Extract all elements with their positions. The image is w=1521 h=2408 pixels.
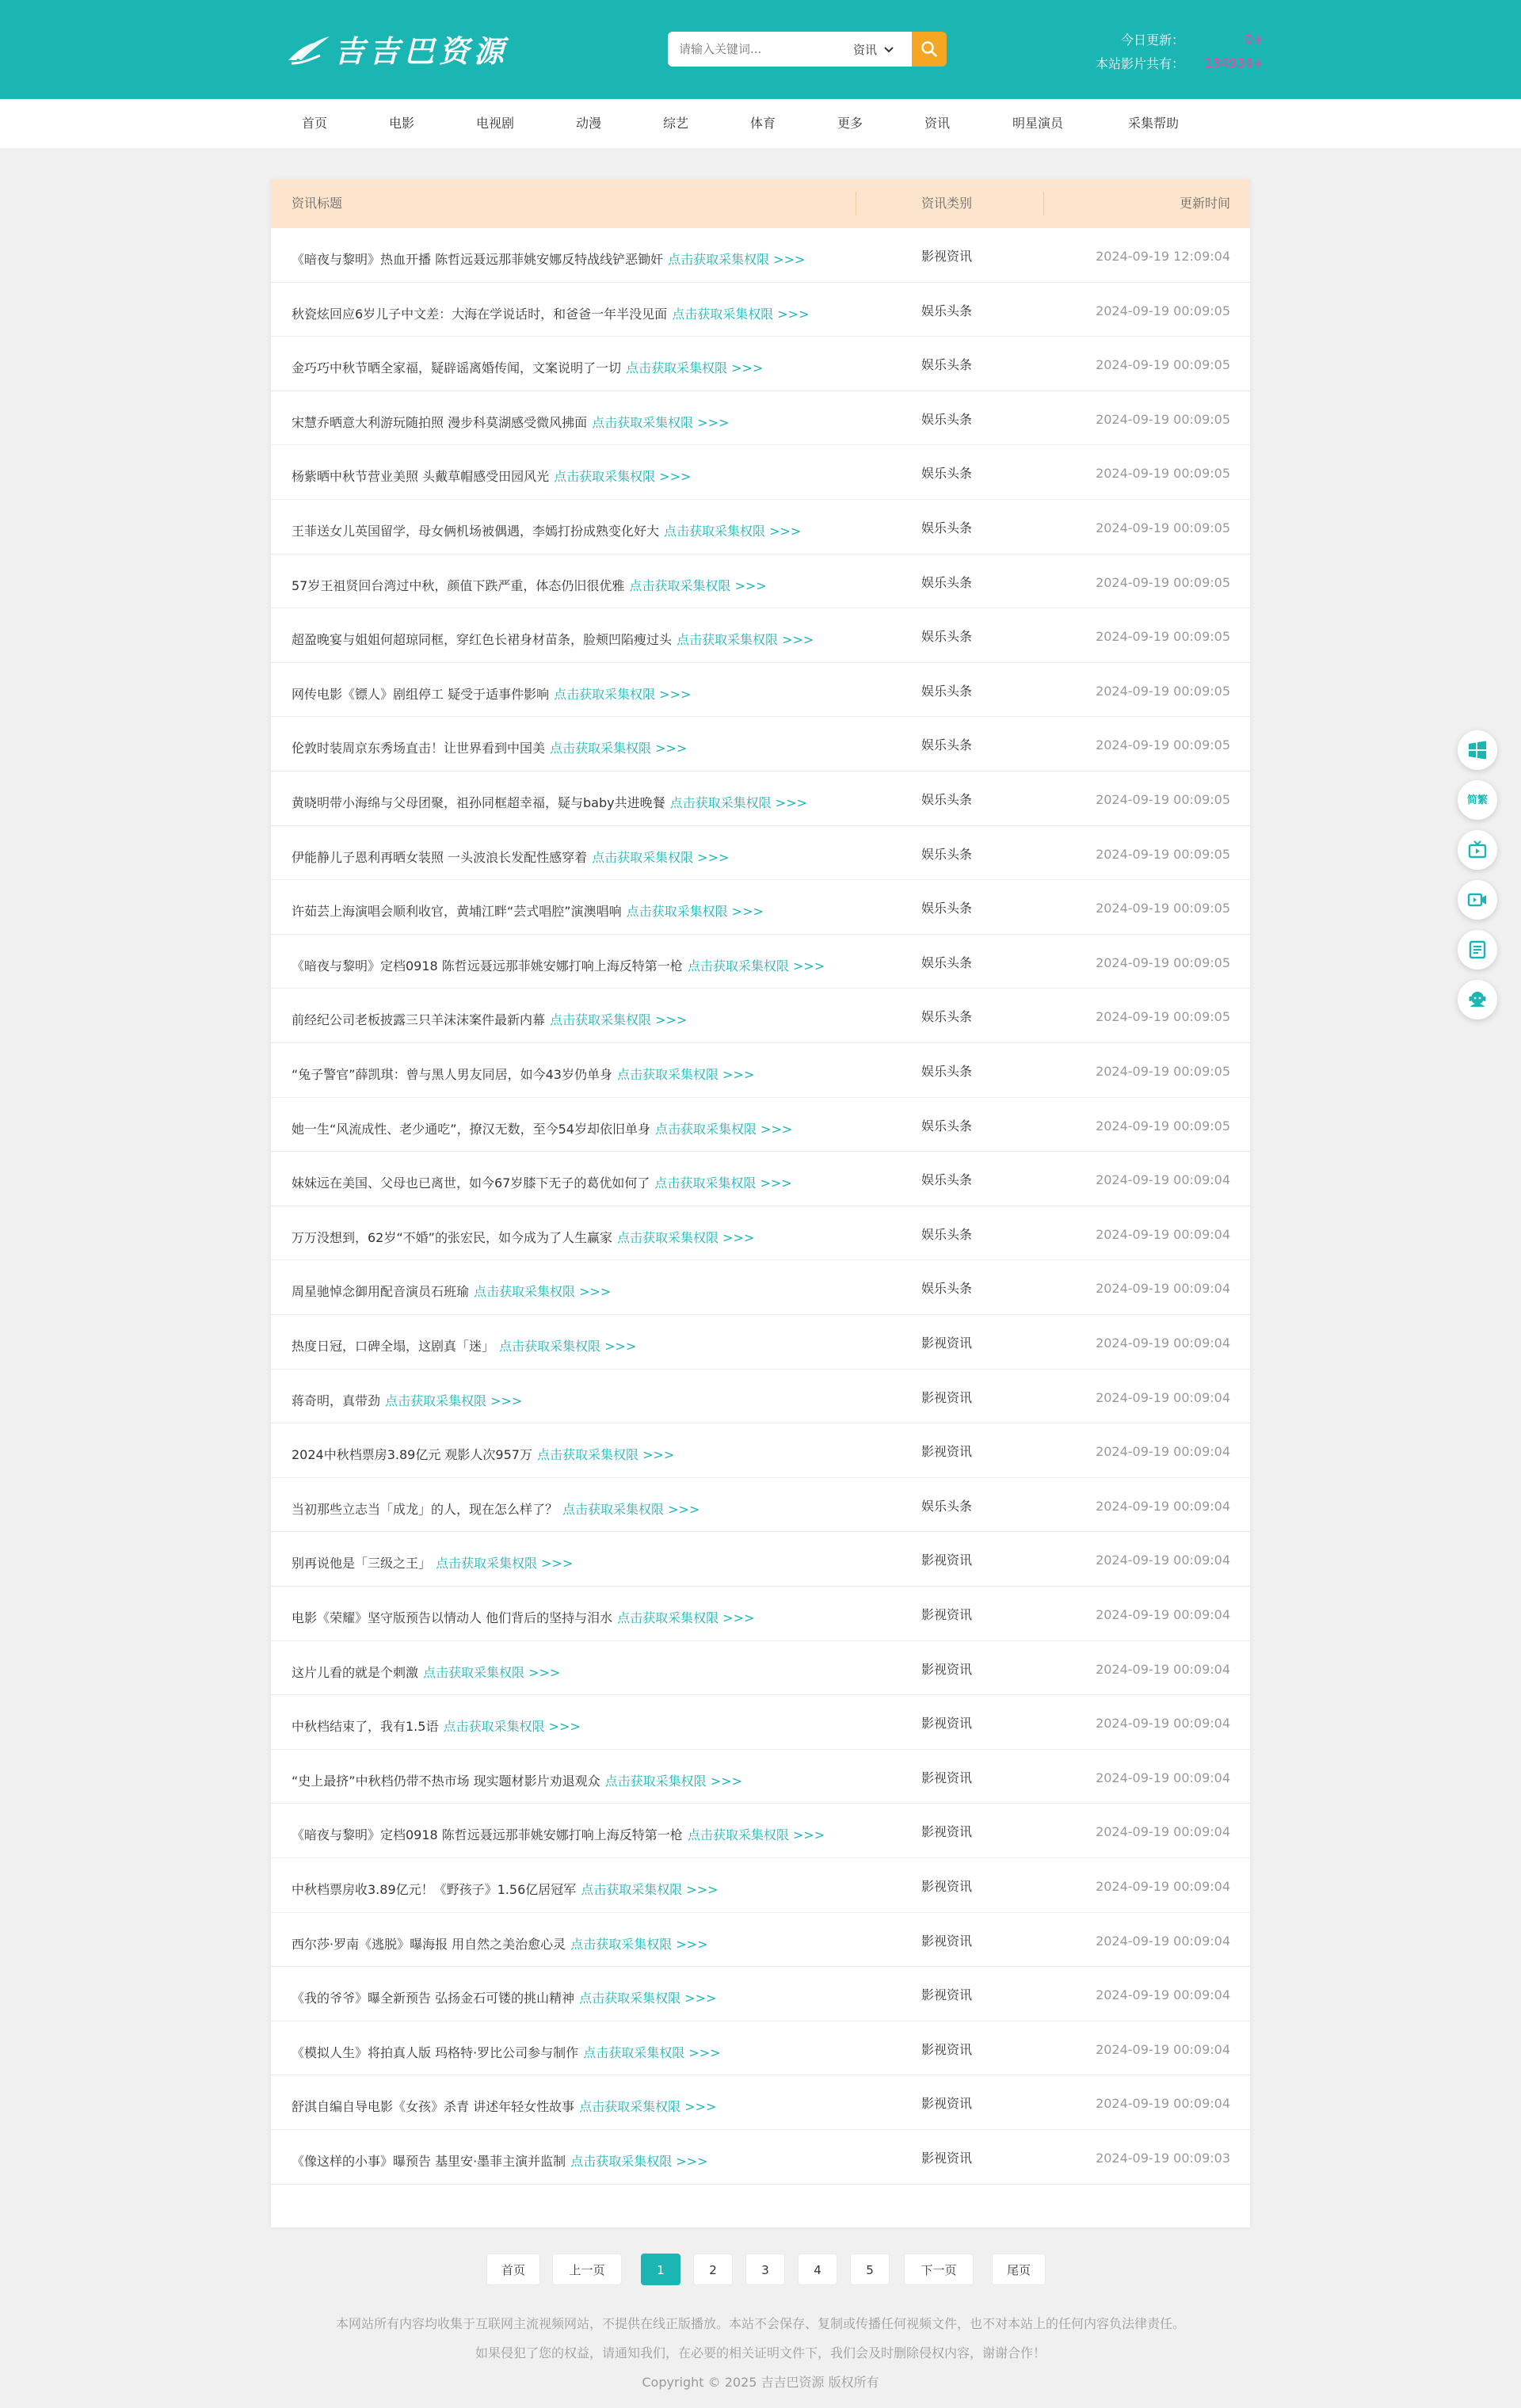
permission-link[interactable]: 点击获取采集权限 >>> xyxy=(536,1447,675,1463)
table-row[interactable] xyxy=(271,1804,1250,1858)
permission-link[interactable]: 点击获取采集权限 >>> xyxy=(629,577,767,593)
permission-link[interactable]: 点击获取采集权限 >>> xyxy=(583,2044,721,2060)
news-title[interactable] xyxy=(292,1226,846,1250)
news-title-text[interactable]: 当初那些立志当「成龙」的人，现在怎么样了？ xyxy=(292,1501,558,1517)
page-next-button[interactable]: 下一页 xyxy=(904,2254,974,2285)
news-title-text[interactable]: 《我的爷爷》曝全新预告 弘扬金石可镂的挑山精神 xyxy=(292,1991,575,2006)
table-row[interactable] xyxy=(271,445,1250,500)
news-time: 2024-09-19 00:09:04 xyxy=(1096,1824,1230,1840)
page-prev-button[interactable]: 上一页 xyxy=(552,2254,622,2285)
document-button[interactable] xyxy=(1458,930,1497,970)
news-time: 2024-09-19 00:09:05 xyxy=(1096,411,1230,427)
tv-icon xyxy=(1467,840,1488,860)
news-title[interactable] xyxy=(292,1606,846,1630)
news-title[interactable] xyxy=(292,2095,846,2119)
news-category: 娱乐头条 xyxy=(921,1226,973,1242)
permission-link[interactable]: 点击获取采集权限 >>> xyxy=(604,1773,742,1789)
news-category: 影视资讯 xyxy=(921,1933,973,1949)
news-category: 影视资讯 xyxy=(921,1553,973,1568)
news-title[interactable] xyxy=(292,465,846,489)
news-time: 2024-09-19 12:09:04 xyxy=(1096,249,1230,264)
news-title-text[interactable]: 《暗夜与黎明》定档0918 陈哲远聂远那菲姚安娜打响上海反特第一枪 xyxy=(292,958,683,973)
customer-service-button[interactable] xyxy=(1458,980,1497,1019)
permission-link[interactable]: 点击获取采集权限 >>> xyxy=(423,1664,561,1680)
page-number-3[interactable]: 3 xyxy=(745,2254,785,2285)
permission-link[interactable]: 点击获取采集权限 >>> xyxy=(581,1882,719,1897)
table-row[interactable] xyxy=(271,554,1250,609)
pagination xyxy=(0,2254,1521,2285)
news-time: 2024-09-19 00:09:04 xyxy=(1096,1226,1230,1242)
table-row[interactable] xyxy=(271,2130,1250,2185)
permission-link[interactable]: 点击获取采集权限 >>> xyxy=(626,904,764,920)
news-time: 2024-09-19 00:09:04 xyxy=(1096,1553,1230,1568)
news-title-text[interactable]: 伦敦时装周京东秀场直击！让世界看到中国美 xyxy=(292,741,546,756)
table-row[interactable] xyxy=(271,608,1250,663)
permission-link[interactable]: 点击获取采集权限 >>> xyxy=(579,2099,717,2115)
news-time: 2024-09-19 00:09:04 xyxy=(1096,1987,1230,2003)
news-title[interactable] xyxy=(292,356,846,380)
table-row[interactable] xyxy=(271,772,1250,826)
news-title[interactable] xyxy=(292,954,846,978)
news-time: 2024-09-19 00:09:04 xyxy=(1096,1716,1230,1732)
nav-item-movie[interactable]: 电影 xyxy=(388,116,415,131)
search-icon xyxy=(921,40,938,58)
news-title[interactable] xyxy=(292,1172,846,1195)
news-category: 影视资讯 xyxy=(921,1879,973,1894)
news-title[interactable] xyxy=(292,1552,846,1575)
news-time: 2024-09-19 00:09:05 xyxy=(1096,954,1230,970)
news-title-text[interactable]: 舒淇自编自导电影《女孩》杀青 讲述年轻女性故事 xyxy=(292,2099,575,2115)
news-title[interactable] xyxy=(292,2150,846,2174)
news-title-text[interactable]: 超盈晚宴与姐姐何超琼同框，穿红色长裙身材苗条，脸颊凹陷瘦过头 xyxy=(292,632,673,648)
news-category: 娱乐头条 xyxy=(921,954,973,970)
table-row[interactable] xyxy=(271,2075,1250,2130)
permission-link[interactable]: 点击获取采集权限 >>> xyxy=(669,795,807,810)
news-time: 2024-09-19 00:09:05 xyxy=(1096,629,1230,645)
nav-item-news[interactable]: 资讯 xyxy=(924,116,951,131)
news-title-text[interactable]: 伊能静儿子恩利再晒女装照 一头波浪长发配性感穿着 xyxy=(292,849,588,865)
table-row[interactable] xyxy=(271,1423,1250,1478)
news-time: 2024-09-19 00:09:05 xyxy=(1096,1064,1230,1079)
header-divider xyxy=(1043,192,1044,215)
windows-icon xyxy=(1467,740,1488,760)
news-category: 娱乐头条 xyxy=(921,683,973,699)
stat-total xyxy=(1093,51,1264,74)
news-title[interactable] xyxy=(292,1770,846,1793)
nav-item-home[interactable]: 首页 xyxy=(301,116,328,131)
page-number-4[interactable]: 4 xyxy=(798,2254,837,2285)
header-time: 更新时间 xyxy=(1179,196,1230,211)
news-title[interactable] xyxy=(292,846,846,870)
table-row[interactable] xyxy=(271,1587,1250,1641)
search-category-label: 资讯 xyxy=(853,42,878,57)
news-title[interactable] xyxy=(292,791,846,815)
table-row[interactable] xyxy=(271,1370,1250,1424)
logo-mark-icon xyxy=(285,29,331,68)
news-title-text[interactable]: 中秋档结束了，我有1.5语 xyxy=(292,1719,439,1735)
news-title-text[interactable]: “史上最挤”中秋档仍带不热市场 现实题材影片劝退观众 xyxy=(292,1773,600,1789)
news-time: 2024-09-19 00:09:05 xyxy=(1096,357,1230,373)
windows-button[interactable] xyxy=(1458,730,1497,770)
permission-link[interactable]: 点击获取采集权限 >>> xyxy=(687,1827,825,1843)
simplified-traditional-button[interactable] xyxy=(1458,780,1497,820)
news-title-text[interactable]: 《模拟人生》将拍真人版 玛格特·罗比公司参与制作 xyxy=(292,2044,579,2060)
news-title[interactable] xyxy=(292,900,846,924)
stat-today xyxy=(1093,27,1264,51)
news-category: 影视资讯 xyxy=(921,1389,973,1405)
news-title[interactable] xyxy=(292,1823,846,1847)
news-title[interactable] xyxy=(292,248,846,272)
stat-total-value: 134934+ xyxy=(1204,55,1264,70)
table-row[interactable] xyxy=(271,717,1250,772)
floating-sidebar xyxy=(1458,730,1500,1030)
news-category: 娱乐头条 xyxy=(921,1009,973,1025)
permission-link[interactable]: 点击获取采集权限 >>> xyxy=(592,849,730,865)
permission-link[interactable]: 点击获取采集权限 >>> xyxy=(550,1012,688,1028)
news-time: 2024-09-19 00:09:04 xyxy=(1096,1389,1230,1405)
news-title-text[interactable]: 网传电影《镖人》剧组停工 疑受于适事件影响 xyxy=(292,686,550,702)
permission-link[interactable]: 点击获取采集权限 >>> xyxy=(664,524,802,539)
chevron-down-icon xyxy=(882,42,896,56)
news-time: 2024-09-19 00:09:04 xyxy=(1096,2096,1230,2112)
nav-item-tv[interactable]: 电视剧 xyxy=(475,116,515,131)
news-category: 娱乐头条 xyxy=(921,1118,973,1134)
news-title[interactable] xyxy=(292,1118,846,1141)
news-time: 2024-09-19 00:09:05 xyxy=(1096,846,1230,862)
table-row[interactable] xyxy=(271,1532,1250,1587)
news-time: 2024-09-19 00:09:05 xyxy=(1096,1009,1230,1025)
news-time: 2024-09-19 00:09:04 xyxy=(1096,1661,1230,1677)
table-row[interactable] xyxy=(271,1206,1250,1261)
news-title[interactable] xyxy=(292,1498,846,1522)
news-title-text[interactable]: 西尔莎·罗南《逃脱》曝海报 用自然之美治愈心灵 xyxy=(292,1936,566,1952)
permission-link[interactable]: 点击获取采集权限 >>> xyxy=(474,1284,612,1300)
news-time: 2024-09-19 00:09:04 xyxy=(1096,1498,1230,1514)
news-title-text[interactable]: 秋瓷炫回应6岁儿子中文差：大海在学说话时，和爸爸一年半没见面 xyxy=(292,306,668,322)
news-title-text[interactable]: 金巧巧中秋节晒全家福，疑辟谣离婚传闻，文案说明了一切 xyxy=(292,360,622,376)
tv-button[interactable] xyxy=(1458,830,1497,870)
permission-link[interactable]: 点击获取采集权限 >>> xyxy=(562,1501,700,1517)
news-category: 娱乐头条 xyxy=(921,303,973,318)
permission-link[interactable]: 点击获取采集权限 >>> xyxy=(443,1719,581,1735)
news-time: 2024-09-19 00:09:05 xyxy=(1096,1118,1230,1134)
table-row[interactable] xyxy=(271,337,1250,391)
table-row[interactable] xyxy=(271,1750,1250,1804)
news-title[interactable] xyxy=(292,1878,846,1902)
permission-link[interactable]: 点击获取采集权限 >>> xyxy=(436,1556,574,1572)
table-row[interactable] xyxy=(271,283,1250,337)
logo-text: 吉吉巴资源 xyxy=(334,32,509,69)
news-category: 影视资讯 xyxy=(921,1824,973,1840)
table-row[interactable] xyxy=(271,391,1250,446)
news-title-text[interactable]: 2024中秋档票房3.89亿元 观影人次957万 xyxy=(292,1447,532,1463)
news-title-text[interactable]: 杨紫晒中秋节营业美照 头戴草帽感受田园风光 xyxy=(292,469,550,485)
news-category: 娱乐头条 xyxy=(921,629,973,645)
table-row[interactable] xyxy=(271,1098,1250,1153)
table-header xyxy=(271,179,1250,228)
permission-link[interactable]: 点击获取采集权限 >>> xyxy=(617,1610,755,1625)
news-title[interactable] xyxy=(292,737,846,760)
news-title-text[interactable]: 宋慧乔晒意大利游玩随拍照 漫步科莫湖感受微风拂面 xyxy=(292,414,588,430)
news-title-text[interactable]: “兔子警官”薛凯琪：曾与黑人男友同居，如今43岁仍单身 xyxy=(292,1067,612,1082)
news-title[interactable] xyxy=(292,411,846,435)
permission-link[interactable]: 点击获取采集权限 >>> xyxy=(616,1067,755,1082)
table-row[interactable] xyxy=(271,880,1250,935)
news-time: 2024-09-19 00:09:04 xyxy=(1096,1879,1230,1894)
news-time: 2024-09-19 00:09:05 xyxy=(1096,901,1230,916)
stat-today-value: 0+ xyxy=(1245,31,1264,47)
table-row[interactable] xyxy=(271,1043,1250,1098)
news-title-text[interactable]: 王菲送女儿英国留学，母女俩机场被偶遇，李嫣打扮成熟变化好大 xyxy=(292,524,660,539)
search-input[interactable] xyxy=(668,32,850,67)
news-title-text[interactable]: 热度日冠，口碑全塌，这剧真「迷」 xyxy=(292,1339,495,1354)
stat-total-label: 本站影片共有： xyxy=(1095,55,1184,71)
nav-item-more[interactable]: 更多 xyxy=(837,116,863,131)
table-row[interactable] xyxy=(271,1858,1250,1913)
news-category: 娱乐头条 xyxy=(921,357,973,373)
footer-copyright: Copyright © 2025 吉吉巴资源 版权所有 xyxy=(642,2375,879,2390)
nav-item-sports[interactable]: 体育 xyxy=(749,116,776,131)
news-category: 娱乐头条 xyxy=(921,846,973,862)
news-category: 娱乐头条 xyxy=(921,520,973,535)
news-time: 2024-09-19 00:09:04 xyxy=(1096,1444,1230,1460)
table-row[interactable] xyxy=(271,500,1250,554)
news-category: 娱乐头条 xyxy=(921,1281,973,1297)
table-row[interactable] xyxy=(271,1152,1250,1206)
customer-service-icon xyxy=(1467,989,1488,1010)
search-button[interactable] xyxy=(912,32,947,67)
table-row[interactable] xyxy=(271,1913,1250,1968)
news-category: 娱乐头条 xyxy=(921,792,973,807)
news-title-text[interactable]: 万万没想到，62岁“不婚”的张宏民，如今成为了人生赢家 xyxy=(292,1229,612,1245)
site-footer xyxy=(0,2309,1521,2397)
news-title[interactable] xyxy=(292,683,846,707)
document-icon xyxy=(1467,939,1488,960)
news-category: 影视资讯 xyxy=(921,249,973,264)
news-time: 2024-09-19 00:09:05 xyxy=(1096,683,1230,699)
news-time: 2024-09-19 00:09:04 xyxy=(1096,2041,1230,2057)
permission-link[interactable]: 点击获取采集权限 >>> xyxy=(654,1121,793,1137)
news-title-text[interactable]: 中秋档票房收3.89亿元！《野孩子》1.56亿居冠军 xyxy=(292,1882,577,1897)
news-time: 2024-09-19 00:09:05 xyxy=(1096,520,1230,535)
news-time: 2024-09-19 00:09:03 xyxy=(1096,2151,1230,2166)
permission-link[interactable]: 点击获取采集权限 >>> xyxy=(592,414,730,430)
permission-link[interactable]: 点击获取采集权限 >>> xyxy=(570,1936,708,1952)
news-category: 娱乐头条 xyxy=(921,574,973,590)
permission-link[interactable]: 点击获取采集权限 >>> xyxy=(554,469,692,485)
news-time: 2024-09-19 00:09:05 xyxy=(1096,466,1230,482)
news-category: 影视资讯 xyxy=(921,2041,973,2057)
table-row[interactable] xyxy=(271,1967,1250,2021)
header-title: 资讯标题 xyxy=(292,196,343,211)
nav-item-variety[interactable]: 综艺 xyxy=(662,116,689,131)
table-row[interactable] xyxy=(271,989,1250,1043)
news-time: 2024-09-19 00:09:04 xyxy=(1096,1172,1230,1188)
news-time: 2024-09-19 00:09:04 xyxy=(1096,1281,1230,1297)
nav-item-anime[interactable]: 动漫 xyxy=(575,116,602,131)
simplified-traditional-icon: 简繁 xyxy=(1467,794,1489,806)
news-title-text[interactable]: 《像这样的小事》曝预告 基里安·墨菲主演并监制 xyxy=(292,2154,566,2169)
news-time: 2024-09-19 00:09:04 xyxy=(1096,1933,1230,1949)
permission-link[interactable]: 点击获取采集权限 >>> xyxy=(579,1991,717,2006)
news-time: 2024-09-19 00:09:05 xyxy=(1096,792,1230,807)
video-icon xyxy=(1467,890,1488,910)
news-category: 影视资讯 xyxy=(921,1444,973,1460)
news-title[interactable] xyxy=(292,2041,846,2065)
site-stats xyxy=(1093,27,1264,74)
page-number-2[interactable]: 2 xyxy=(693,2254,733,2285)
site-header xyxy=(0,0,1521,99)
news-title[interactable] xyxy=(292,628,846,652)
search-bar xyxy=(668,32,947,67)
search-box xyxy=(668,32,912,67)
news-title[interactable] xyxy=(292,574,846,598)
news-title-text[interactable]: 57岁王祖贤回台湾过中秋，颜值下跌严重，体态仍旧很优雅 xyxy=(292,577,625,593)
news-title-text[interactable]: 妹妹远在美国、父母也已离世，如今67岁膝下无子的葛优如何了 xyxy=(292,1175,650,1191)
news-category: 娱乐头条 xyxy=(921,1498,973,1514)
news-category: 影视资讯 xyxy=(921,1335,973,1351)
permission-link[interactable]: 点击获取采集权限 >>> xyxy=(672,306,810,322)
news-category: 娱乐头条 xyxy=(921,1172,973,1188)
search-category-select[interactable] xyxy=(853,41,896,58)
news-category: 影视资讯 xyxy=(921,1661,973,1677)
news-title[interactable] xyxy=(292,1280,846,1304)
table-row[interactable] xyxy=(271,1260,1250,1315)
table-row[interactable] xyxy=(271,1478,1250,1533)
news-category: 影视资讯 xyxy=(921,2096,973,2112)
header-category: 资讯类别 xyxy=(921,196,973,211)
site-logo[interactable] xyxy=(285,29,509,68)
table-row[interactable] xyxy=(271,935,1250,989)
news-time: 2024-09-19 00:09:04 xyxy=(1096,1335,1230,1351)
news-category: 影视资讯 xyxy=(921,1770,973,1785)
permission-link[interactable]: 点击获取采集权限 >>> xyxy=(554,686,692,702)
news-title-text[interactable]: 《暗夜与黎明》热血开播 陈哲远聂远那菲姚安娜反特战线铲恶锄奸 xyxy=(292,252,664,267)
news-category: 娱乐头条 xyxy=(921,411,973,427)
page-last-button[interactable]: 尾页 xyxy=(992,2254,1046,2285)
news-time: 2024-09-19 00:09:04 xyxy=(1096,1607,1230,1622)
table-row[interactable] xyxy=(271,2021,1250,2076)
news-category: 影视资讯 xyxy=(921,1607,973,1622)
nav-item-stars[interactable]: 明星演员 xyxy=(1012,116,1064,131)
news-category: 娱乐头条 xyxy=(921,466,973,482)
news-title[interactable] xyxy=(292,1443,846,1467)
news-title[interactable] xyxy=(292,1715,846,1739)
table-row[interactable] xyxy=(271,1315,1250,1370)
news-category: 影视资讯 xyxy=(921,2151,973,2166)
news-title[interactable] xyxy=(292,1987,846,2010)
table-row[interactable] xyxy=(271,826,1250,881)
permission-link[interactable]: 点击获取采集权限 >>> xyxy=(677,632,814,648)
permission-link[interactable]: 点击获取采集权限 >>> xyxy=(570,2154,708,2169)
page-number-5[interactable]: 5 xyxy=(850,2254,890,2285)
news-category: 影视资讯 xyxy=(921,1716,973,1732)
news-title[interactable] xyxy=(292,1933,846,1956)
news-title-text[interactable]: 周星驰悼念御用配音演员石班瑜 xyxy=(292,1284,470,1300)
news-title[interactable] xyxy=(292,520,846,543)
permission-link[interactable]: 点击获取采集权限 >>> xyxy=(626,360,764,376)
news-category: 娱乐头条 xyxy=(921,901,973,916)
permission-link[interactable]: 点击获取采集权限 >>> xyxy=(385,1393,523,1408)
permission-link[interactable]: 点击获取采集权限 >>> xyxy=(668,252,806,267)
news-title-text[interactable]: 黄晓明带小海绵与父母团聚，祖孙同框超幸福，疑与baby共进晚餐 xyxy=(292,795,665,810)
news-time: 2024-09-19 00:09:05 xyxy=(1096,737,1230,753)
footer-disclaimer: 本网站所有内容均收集于互联网主流视频网站，不提供在线正版播放。本站不会保存、复制或传播任何视频文件，也不对本站上的任何内容负法律责任。 xyxy=(335,2316,1185,2331)
news-table xyxy=(271,179,1250,2227)
news-category: 影视资讯 xyxy=(921,1987,973,2003)
main-nav xyxy=(0,99,1521,148)
news-title-text[interactable]: 这片儿看的就是个刺激 xyxy=(292,1664,419,1680)
news-time: 2024-09-19 00:09:05 xyxy=(1096,574,1230,590)
footer-contact: 如果侵犯了您的权益，请通知我们，在必要的相关证明文件下，我们会及时删除侵权内容，谢谢合作！ xyxy=(475,2345,1046,2360)
news-category: 娱乐头条 xyxy=(921,737,973,753)
news-title-text[interactable]: 电影《荣耀》坚守版预告以情动人 他们背后的坚持与泪水 xyxy=(292,1610,613,1625)
video-button[interactable] xyxy=(1458,880,1497,920)
table-row[interactable] xyxy=(271,663,1250,718)
permission-link[interactable]: 点击获取采集权限 >>> xyxy=(616,1229,755,1245)
table-row[interactable] xyxy=(271,1695,1250,1750)
news-title[interactable] xyxy=(292,1661,846,1685)
news-title-text[interactable]: 她一生“风流成性、老少通吃”，撩汉无数，至今54岁却依旧单身 xyxy=(292,1121,650,1137)
page-number-1[interactable]: 1 xyxy=(641,2254,680,2285)
news-title-text[interactable]: 《暗夜与黎明》定档0918 陈哲远聂远那菲姚安娜打响上海反特第一枪 xyxy=(292,1827,683,1843)
permission-link[interactable]: 点击获取采集权限 >>> xyxy=(550,741,688,756)
permission-link[interactable]: 点击获取采集权限 >>> xyxy=(654,1175,792,1191)
permission-link[interactable]: 点击获取采集权限 >>> xyxy=(499,1339,637,1354)
news-title[interactable] xyxy=(292,303,846,326)
news-title[interactable] xyxy=(292,1063,846,1087)
stat-today-label: 今日更新： xyxy=(1120,32,1184,48)
permission-link[interactable]: 点击获取采集权限 >>> xyxy=(687,958,825,973)
news-category: 娱乐头条 xyxy=(921,1064,973,1079)
news-title-text[interactable]: 前经纪公司老板披露三只羊沫沫案件最新内幕 xyxy=(292,1012,546,1028)
nav-item-help[interactable]: 采集帮助 xyxy=(1127,116,1180,131)
news-time: 2024-09-19 00:09:04 xyxy=(1096,1770,1230,1785)
news-title-text[interactable]: 蒋奇明，真带劲 xyxy=(292,1393,381,1408)
news-time: 2024-09-19 00:09:05 xyxy=(1096,303,1230,318)
news-title[interactable] xyxy=(292,1008,846,1032)
table-row[interactable] xyxy=(271,228,1250,283)
news-title[interactable] xyxy=(292,1335,846,1358)
table-row[interactable] xyxy=(271,1641,1250,1696)
news-title[interactable] xyxy=(292,1389,846,1413)
news-title-text[interactable]: 别再说他是「三级之王」 xyxy=(292,1556,432,1572)
page-first-button[interactable]: 首页 xyxy=(486,2254,540,2285)
news-title-text[interactable]: 许茹芸上海演唱会顺利收官，黄埔江畔“芸式唱腔”演澳唱响 xyxy=(292,904,622,920)
